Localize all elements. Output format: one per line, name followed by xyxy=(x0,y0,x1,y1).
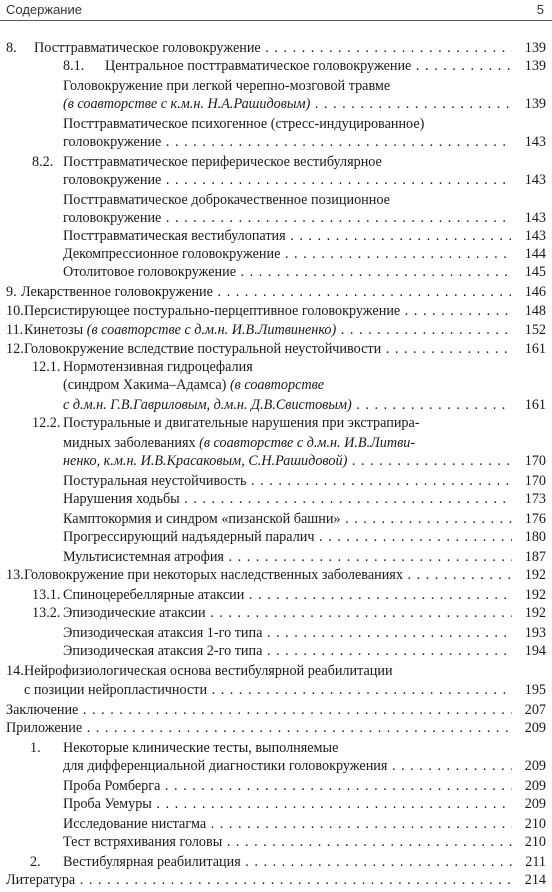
toc-entry xyxy=(0,226,552,246)
toc-entry-page: 192 xyxy=(524,586,546,603)
toc-entry xyxy=(0,152,552,172)
toc-entry xyxy=(0,776,552,796)
toc-entry-number: 2. xyxy=(30,853,41,870)
toc-entry-number: 12. xyxy=(6,341,24,358)
toc-entry-title: Нарушения ходьбы . . . xyxy=(63,489,512,509)
toc-entry xyxy=(0,413,552,433)
page-number: 5 xyxy=(536,2,544,17)
toc-entry xyxy=(0,603,552,623)
toc-entry-page: 139 xyxy=(524,40,546,56)
toc-entry xyxy=(0,262,552,282)
toc-entry-title: Отолитовое головокружение . . . xyxy=(63,262,512,282)
toc-entry-title: мидных заболеваниях (в соавторстве с д.м.н. И.В.Литви- xyxy=(63,435,416,452)
toc-entry xyxy=(0,190,552,210)
toc-entry xyxy=(0,756,552,776)
toc-entry-title: с позиции нейропластичности . . . xyxy=(24,680,512,700)
toc-entry xyxy=(0,547,552,567)
toc-entry-number: 13.2. xyxy=(32,604,61,621)
toc-entry xyxy=(0,56,552,76)
toc-entry xyxy=(0,700,552,720)
toc-entry-page: 211 xyxy=(525,853,546,870)
toc-entry-title: Приложение . . . xyxy=(6,718,512,738)
toc-entry xyxy=(0,509,552,529)
running-title: Содержание xyxy=(6,2,82,17)
toc-entry xyxy=(0,738,552,758)
toc-entry xyxy=(0,170,552,190)
toc-entry xyxy=(0,38,552,58)
toc-entry-title: Литература . . . xyxy=(6,870,512,890)
toc-entry-number: 13. xyxy=(6,566,24,583)
toc-entry xyxy=(0,320,552,340)
toc-entry-title: Головокружение при некоторых наследственных заболеваниях . . . xyxy=(24,565,512,585)
toc-entry xyxy=(0,489,552,509)
toc-entry-page: 176 xyxy=(524,511,546,528)
toc-entry-title: Головокружение вследствие постуральной неустойчивости . . . xyxy=(24,339,512,359)
toc-entry-title: Посттравматическое головокружение . . . xyxy=(34,38,512,58)
toc-entry-title: для дифференциальной диагностики головокружения . . . xyxy=(63,756,512,776)
toc-entry-title: Нейрофизиологическая основа вестибулярной реабилитации xyxy=(24,662,393,679)
toc-entry xyxy=(0,852,552,872)
toc-entry xyxy=(0,208,552,228)
toc-entry-title: ненко, к.м.н. И.В.Красаковым, С.Н.Рашидовой) . . . xyxy=(63,451,512,471)
toc-entry-page: 192 xyxy=(524,566,546,583)
toc-entry-page: 173 xyxy=(524,491,546,508)
toc-entry-page: 193 xyxy=(524,624,546,641)
toc-entry-title: Мультисистемная атрофия . . . xyxy=(63,547,512,567)
toc-entry-page: 187 xyxy=(524,548,546,565)
toc-entry-page: 210 xyxy=(524,816,546,833)
toc-entry-title: Эпизодическая атаксия 1-го типа . . . xyxy=(63,623,512,643)
toc-entry-number: 10. xyxy=(6,303,24,320)
toc-entry-title: Постуральная неустойчивость . . . xyxy=(63,471,512,491)
toc-entry-title: Кинетозы (в соавторстве с д.м.н. И.В.Литвиненко) . . . xyxy=(24,320,512,340)
toc-entry-title: Постуральные и двигательные нарушения при экстрапира- xyxy=(63,415,420,432)
toc-entry xyxy=(0,301,552,321)
toc-entry-page: 209 xyxy=(524,720,546,737)
toc-entry-page: 139 xyxy=(524,95,546,112)
toc-entry-title: Спиноцеребеллярные атаксии . . . xyxy=(63,585,512,605)
toc-entry-title: Вестибулярная реабилитация . . . xyxy=(63,852,512,872)
toc-entry-page: 143 xyxy=(524,227,546,244)
toc-entry-title: Прогрессирующий надъядерный паралич . . . xyxy=(63,527,512,547)
toc-entry-page: 152 xyxy=(524,321,546,338)
toc-entry xyxy=(0,357,552,377)
toc-entry-page: 143 xyxy=(524,209,546,226)
toc-entry-title: Центральное посттравматическое головокружение . . . xyxy=(105,56,512,76)
toc-entry-title: головокружение . . . xyxy=(63,132,512,152)
toc-entry-title: Заключение . . . xyxy=(6,700,512,720)
toc-entry xyxy=(0,641,552,661)
toc-entry-page: 139 xyxy=(524,58,546,75)
toc-entry-title: Проба Уемуры . . . xyxy=(63,794,512,814)
toc-entry-title: Декомпрессионное головокружение . . . xyxy=(63,244,512,264)
toc-entry-page: 143 xyxy=(524,133,546,150)
toc-entry-number: 1. xyxy=(30,740,41,757)
toc-entry xyxy=(0,282,552,302)
toc-entry-page: 209 xyxy=(524,778,546,795)
toc-entry xyxy=(0,832,552,852)
toc-entry-number: 9. xyxy=(6,283,17,300)
toc-entry-number: 12.1. xyxy=(32,359,61,376)
toc-entry-number: 8.2. xyxy=(32,153,54,170)
toc-entry-page: 143 xyxy=(524,171,546,188)
toc-entry-title: Тест встряхивания головы . . . xyxy=(63,832,512,852)
toc-entry-title: Посттравматическое периферическое вестибулярное xyxy=(63,153,382,170)
toc-entry xyxy=(0,114,552,134)
toc-entry-number: 8.1. xyxy=(63,58,85,75)
toc-entry-title: головокружение . . . xyxy=(63,170,512,190)
toc-entry-number: 8. xyxy=(6,40,17,56)
toc-entry-title: Эпизодические атаксии . . . xyxy=(63,603,512,623)
toc-entry-title: Исследование нистагма . . . xyxy=(63,814,512,834)
toc-entry xyxy=(0,94,552,114)
toc-entry-number: 13.1. xyxy=(32,586,61,603)
toc-entry-title: Некоторые клинические тесты, выполняемые xyxy=(63,740,339,757)
toc-entry xyxy=(0,433,552,453)
toc-entry-page: 145 xyxy=(524,263,546,280)
toc-entry-page: 209 xyxy=(524,796,546,813)
toc-entry xyxy=(0,565,552,585)
toc-entry xyxy=(0,814,552,834)
toc-entry-number: 14. xyxy=(6,662,24,679)
toc-entry xyxy=(0,680,552,700)
toc-entry-title: (синдром Хакима–Адамса) (в соавторстве xyxy=(63,377,325,394)
toc-entry-page: 214 xyxy=(524,872,546,888)
toc-entry-page: 194 xyxy=(524,642,546,659)
toc-entry xyxy=(0,718,552,738)
toc-entry xyxy=(0,527,552,547)
toc-entry xyxy=(0,794,552,814)
toc-entry xyxy=(0,623,552,643)
toc-entry-page: 192 xyxy=(524,604,546,621)
toc-entry-page: 146 xyxy=(524,283,546,300)
toc-entry-page: 210 xyxy=(524,834,546,851)
toc-entry xyxy=(0,132,552,152)
toc-entry xyxy=(0,375,552,395)
toc-entry xyxy=(0,870,552,890)
toc-entry xyxy=(0,76,552,96)
toc-entry-page: 195 xyxy=(524,682,546,699)
header-rule xyxy=(0,20,552,21)
toc-entry xyxy=(0,451,552,471)
toc-entry-page: 170 xyxy=(524,473,546,490)
toc-entry-title: Эпизодическая атаксия 2-го типа . . . xyxy=(63,641,512,661)
toc-entry xyxy=(0,471,552,491)
toc-entry-title: Камптокормия и синдром «пизанской башни» . . . xyxy=(63,509,512,529)
toc-entry-title: Головокружение при легкой черепно-мозговой травме xyxy=(63,77,391,94)
toc-entry-page: 180 xyxy=(524,529,546,546)
toc-entry xyxy=(0,661,552,681)
toc-entry-page: 207 xyxy=(524,702,546,719)
toc-entry-title: Проба Ромберга . . . xyxy=(63,776,512,796)
toc-entry-title: Посттравматическое доброкачественное позиционное xyxy=(63,191,390,208)
toc-entry-page: 161 xyxy=(524,397,546,414)
toc-entry-title: с д.м.н. Г.В.Гавриловым, д.м.н. Д.В.Свистовым) . . . xyxy=(63,395,512,415)
toc-entry-number: 12.2. xyxy=(32,415,61,432)
toc-entry-title: (в соавторстве с к.м.н. Н.А.Рашидовым) . . . xyxy=(63,94,512,114)
toc-entry xyxy=(0,395,552,415)
toc-entry xyxy=(0,244,552,264)
toc-entry xyxy=(0,339,552,359)
toc-entry-title: Посттравматическая вестибулопатия . . . xyxy=(63,226,512,246)
toc-entry-page: 209 xyxy=(524,758,546,775)
toc-entry-title: головокружение . . . xyxy=(63,208,512,228)
toc-entry-title: Нормотензивная гидроцефалия xyxy=(63,359,253,376)
toc-entry-page: 161 xyxy=(524,341,546,358)
toc-entry xyxy=(0,585,552,605)
toc-entry-page: 144 xyxy=(524,245,546,262)
toc-entry-page: 148 xyxy=(524,303,546,320)
toc-entry-page: 170 xyxy=(524,453,546,470)
toc-entry-title: Персистирующее постурально-перцептивное головокружение . . . xyxy=(24,301,512,321)
toc-entry-title: Посттравматическое психогенное (стресс-индуцированное) xyxy=(63,115,425,132)
toc-entry-number: 11. xyxy=(6,321,24,338)
toc-entry-title: Лекарственное головокружение . . . xyxy=(21,282,512,302)
page-header xyxy=(0,0,552,22)
